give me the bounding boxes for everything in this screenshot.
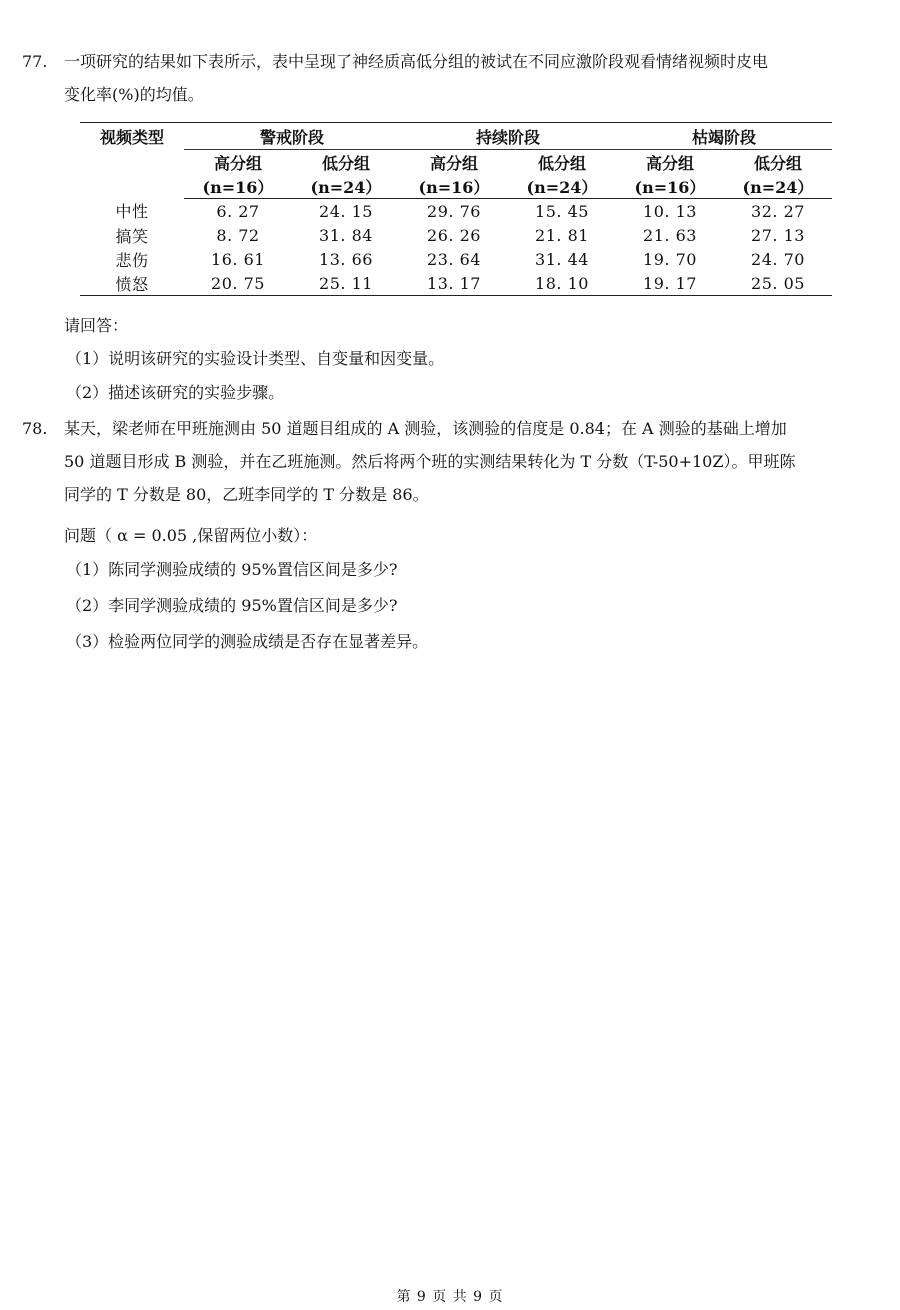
table-cell: 10. 13 — [643, 201, 697, 221]
table-cell: 25. 05 — [751, 273, 805, 293]
stage-header: 警戒阶段 — [184, 123, 400, 150]
table-cell: 21. 63 — [643, 225, 697, 245]
row-label: 搞笑 — [115, 226, 149, 246]
table-cell: 20. 75 — [211, 273, 265, 293]
question-number: 78. — [22, 419, 48, 438]
table-cell: 31. 84 — [319, 225, 373, 245]
table-cell: 25. 11 — [319, 273, 373, 293]
table-row — [80, 271, 832, 296]
sample-size: (n=16） — [184, 174, 292, 199]
sample-size: (n=24） — [508, 174, 616, 199]
stem-line-3: 同学的 T 分数是 80，乙班李同学的 T 分数是 86。 — [64, 485, 429, 504]
table-row — [80, 199, 832, 224]
table-cell: 8. 72 — [216, 225, 260, 245]
table-cell: 26. 26 — [427, 225, 481, 245]
sample-size: (n=24） — [292, 174, 400, 199]
stem-line-2: 50 道题目形成 B 测验，并在乙班施测。然后将两个班的实测结果转化为 T 分数（T-50+10Z）。甲班陈 — [64, 452, 796, 471]
table-row — [80, 223, 832, 247]
row-header-video-type: 视频类型 — [99, 128, 164, 147]
group-header: 高分组 — [429, 153, 478, 173]
group-header: 低分组 — [537, 153, 586, 173]
table-cell: 29. 76 — [427, 201, 481, 221]
table-cell: 31. 44 — [535, 249, 589, 269]
question-stem — [64, 412, 900, 511]
stage-header: 枯竭阶段 — [616, 123, 832, 150]
page-footer: 第 9 页 共 9 页 — [396, 1289, 504, 1305]
table-cell: 24. 15 — [319, 201, 373, 221]
stem-line-1: 一项研究的结果如下表所示，表中呈现了神经质高低分组的被试在不同应激阶段观看情绪视频时皮电 — [64, 52, 769, 71]
group-header: 高分组 — [645, 153, 694, 173]
group-header: 低分组 — [321, 153, 370, 173]
table-cell: 6. 27 — [216, 201, 260, 221]
sub-question-2: （2）李同学测验成绩的 95%置信区间是多少? — [66, 596, 398, 615]
question-number: 77. — [22, 52, 48, 71]
sub-question-1: （1）说明该研究的实验设计类型、自变量和因变量。 — [66, 349, 445, 368]
table-cell: 23. 64 — [427, 249, 481, 269]
stem-line-1: 某天，梁老师在甲班施测由 50 道题目组成的 A 测验，该测验的信度是 0.84；在 A 测验的基础上增加 — [64, 419, 787, 438]
group-header: 低分组 — [753, 153, 802, 173]
table-cell: 15. 45 — [535, 201, 589, 221]
sample-size: (n=24） — [724, 174, 832, 199]
row-label: 悲伤 — [115, 250, 149, 270]
sub-question-2: （2）描述该研究的实验步骤。 — [66, 383, 285, 402]
table-cell: 27. 13 — [751, 225, 805, 245]
sub-question-3: （3）检验两位同学的测验成绩是否存在显著差异。 — [66, 632, 429, 651]
sample-size: (n=16） — [616, 174, 724, 199]
group-header: 高分组 — [213, 153, 262, 173]
sub-question-1: （1）陈同学测验成绩的 95%置信区间是多少? — [66, 560, 398, 579]
table-cell: 13. 17 — [427, 273, 481, 293]
row-label: 愤怒 — [115, 274, 149, 294]
prompt-question: 问题（ α = 0.05 ,保留两位小数）： — [64, 526, 318, 545]
sample-size: (n=16） — [400, 174, 508, 199]
table-cell: 13. 66 — [319, 249, 373, 269]
results-table — [80, 122, 832, 296]
table-row — [80, 247, 832, 271]
table-cell: 32. 27 — [751, 201, 805, 221]
row-label: 中性 — [115, 202, 149, 222]
table-cell: 18. 10 — [535, 273, 589, 293]
table-cell: 24. 70 — [751, 249, 805, 269]
table-cell: 19. 17 — [643, 273, 697, 293]
table-cell: 16. 61 — [211, 249, 265, 269]
table-cell: 21. 81 — [535, 225, 589, 245]
question-stem — [64, 45, 900, 111]
stem-line-2: 变化率(%)的均值。 — [64, 85, 204, 104]
table-cell: 19. 70 — [643, 249, 697, 269]
stage-header: 持续阶段 — [400, 123, 616, 150]
results-table-container — [80, 122, 832, 296]
prompt-please-answer: 请回答： — [64, 316, 129, 335]
